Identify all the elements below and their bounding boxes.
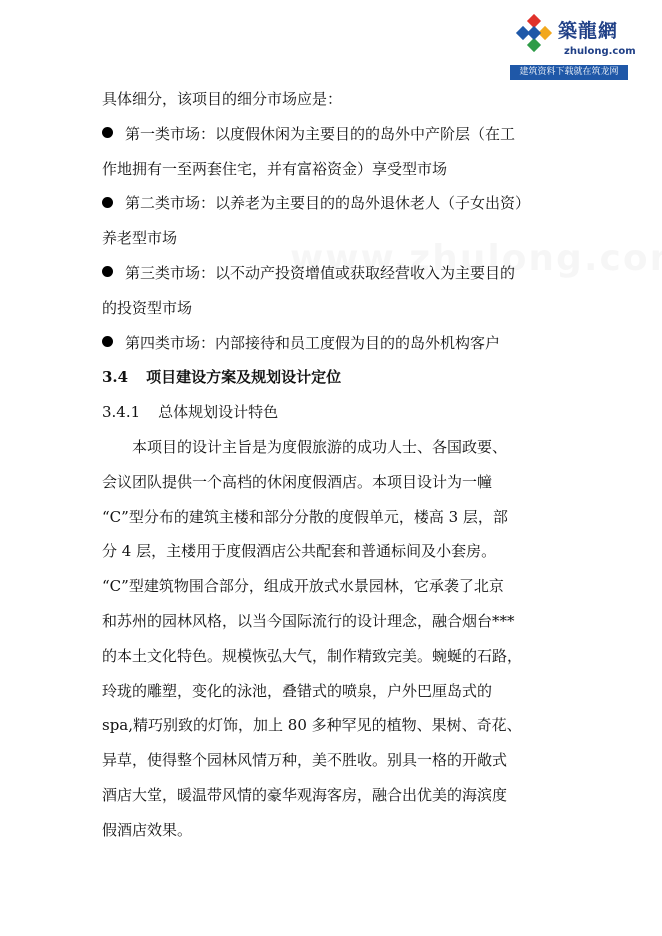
document-body xyxy=(102,82,552,848)
paragraph-line: 的本土文化特色。规模恢弘大气，制作精致完美。蜿蜒的石路， xyxy=(102,646,523,665)
logo-diamonds-icon xyxy=(514,14,554,54)
subsection-title: 总体规划设计特色 xyxy=(158,403,279,422)
section-heading xyxy=(102,360,552,395)
paragraph-line: 假酒店效果。 xyxy=(102,820,193,839)
paragraph-line: 和苏州的园林风格，以当今国际流行的设计理念，融合烟台*** xyxy=(102,611,515,630)
paragraph-line: “C”型分布的建筑主楼和部分分散的度假单元，楼高 3 层，部 xyxy=(102,507,508,526)
subsection-heading xyxy=(102,395,552,430)
paragraph-line: 异草，使得整个园林风情万种，美不胜收。别具一格的开敞式 xyxy=(102,751,508,770)
bullet-text: 第二类市场：以养老为主要目的的岛外退休老人（子女出资） xyxy=(125,194,531,213)
bullet-text: 第一类市场：以度假休闲为主要目的的岛外中产阶层（在工 xyxy=(125,124,516,143)
bullet-item-1 xyxy=(102,117,552,152)
logo-slogan: 建筑资料下载就在筑龙网 xyxy=(510,65,628,80)
section-title: 项目建设方案及规划设计定位 xyxy=(146,368,342,387)
paragraph-line: “C”型建筑物围合部分，组成开放式水景园林，它承袭了北京 xyxy=(102,577,504,596)
subsection-number: 3.4.1 xyxy=(102,403,141,422)
zhulong-logo xyxy=(510,10,636,82)
bullet-item-2 xyxy=(102,186,552,221)
paragraph-line: 本项目的设计主旨是为度假旅游的成功人士、各国政要、 xyxy=(132,437,508,456)
bullet-icon xyxy=(102,336,113,347)
bullet-item-3 xyxy=(102,256,552,291)
logo-brand-url: zhulong.com xyxy=(564,46,636,57)
logo-brand-name: 築龍網 xyxy=(558,20,619,42)
bullet-continuation: 作地拥有一至两套住宅，并有富裕资金）享受型市场 xyxy=(102,159,448,178)
bullet-text: 第三类市场：以不动产投资增值或获取经营收入为主要目的 xyxy=(125,263,516,282)
bullet-icon xyxy=(102,127,113,138)
paragraph-line: 分 4 层，主楼用于度假酒店公共配套和普通标间及小套房。 xyxy=(102,542,497,561)
paragraph-line: 玲珑的雕塑，变化的泳池，叠错式的喷泉，户外巴厘岛式的 xyxy=(102,681,493,700)
section-number: 3.4 xyxy=(102,368,129,387)
bullet-continuation: 养老型市场 xyxy=(102,229,178,248)
paragraph-line: spa,精巧别致的灯饰，加上 80 多种罕见的植物、果树、奇花、 xyxy=(102,716,522,735)
bullet-icon xyxy=(102,266,113,277)
bullet-item-4 xyxy=(102,326,552,361)
bullet-continuation: 的投资型市场 xyxy=(102,298,193,317)
paragraph-line: 会议团队提供一个高档的休闲度假酒店。本项目设计为一幢 xyxy=(102,472,493,491)
paragraph-line: 酒店大堂，暖温带风情的豪华观海客房，融合出优美的海滨度 xyxy=(102,785,508,804)
bullet-text: 第四类市场：内部接待和员工度假为目的的岛外机构客户 xyxy=(125,333,501,352)
bullet-icon xyxy=(102,197,113,208)
intro-line: 具体细分，该项目的细分市场应是： xyxy=(102,90,343,108)
